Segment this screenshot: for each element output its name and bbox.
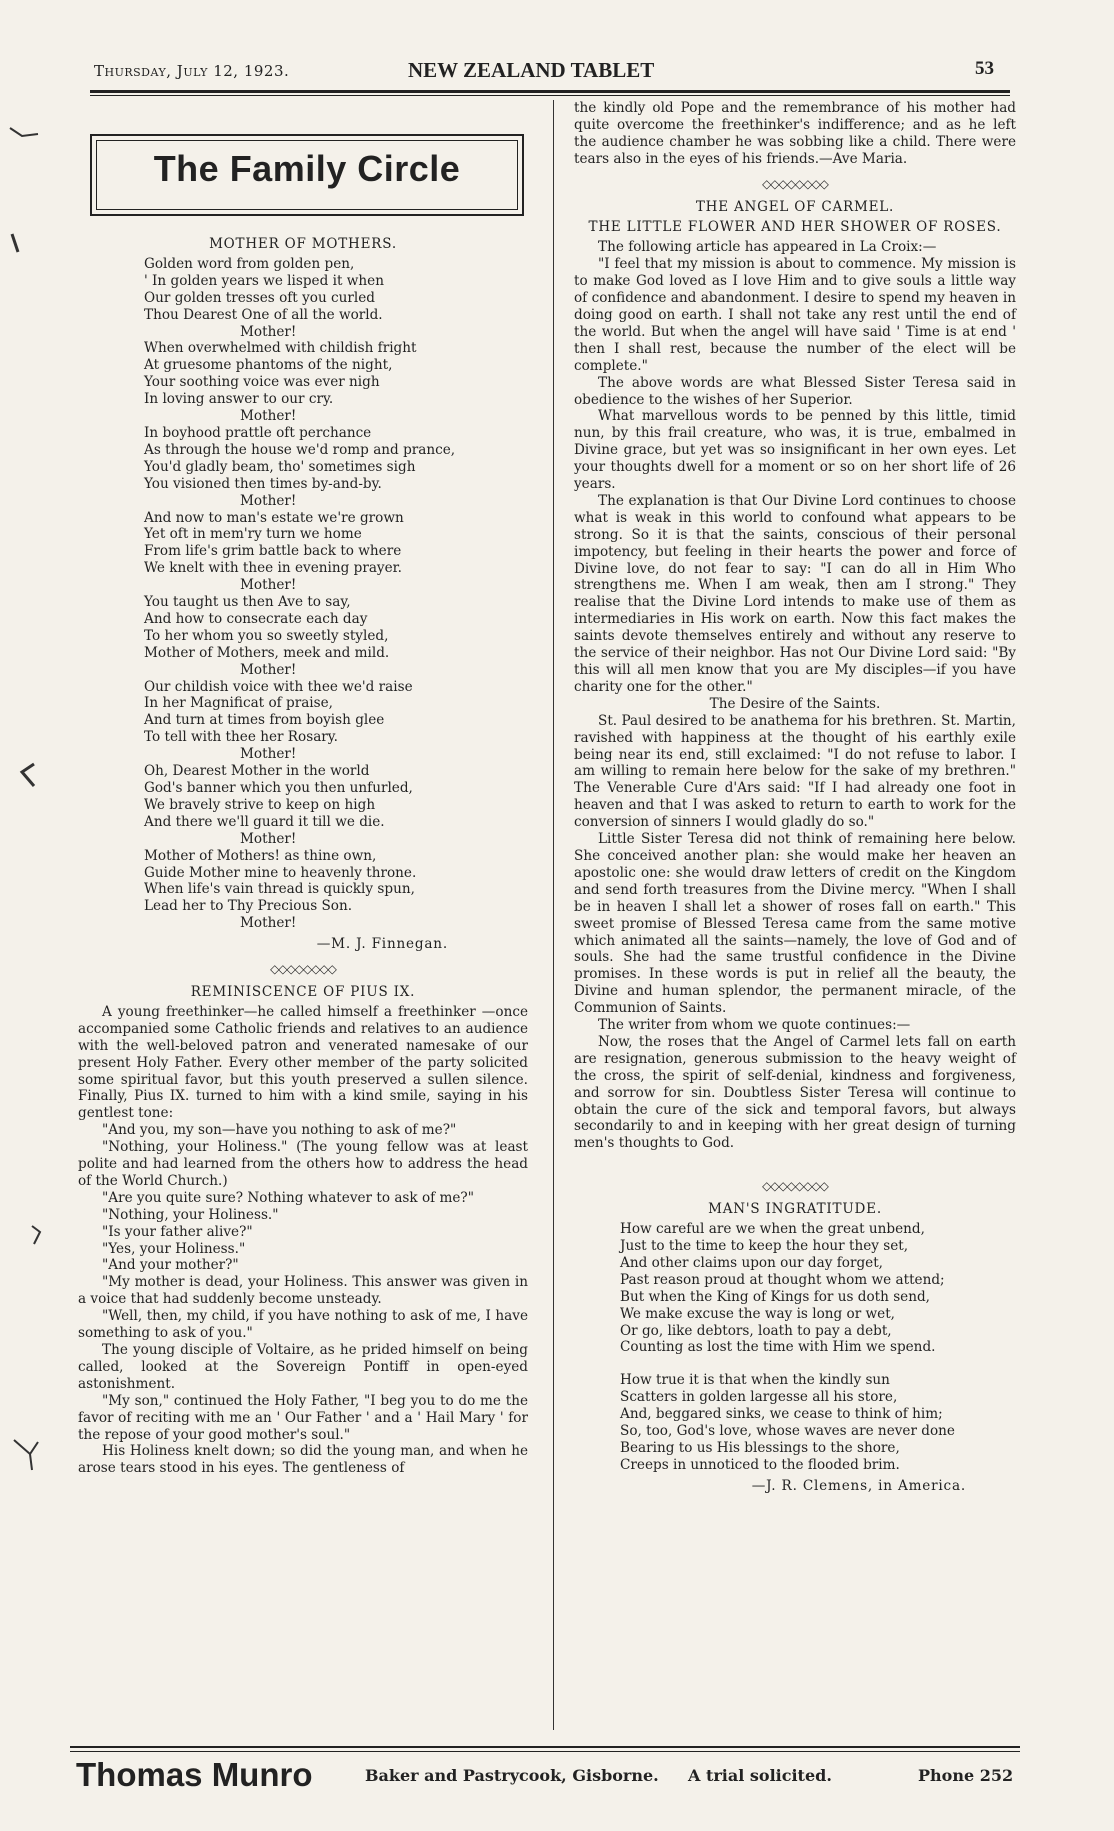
paragraph: "Are you quite sure? Nothing whatever to ask of me?" [102, 1189, 474, 1206]
article-carmel [574, 239, 1016, 1152]
article-title: THE ANGEL OF CARMEL. [695, 198, 895, 215]
article-reminiscence-continued [574, 100, 1016, 168]
poem-line: How careful are we when the great unbend, [620, 1221, 925, 1238]
poem-line: But when the King of Kings for us doth send, [620, 1288, 931, 1305]
poem-refrain: Mother! [240, 830, 297, 847]
paragraph: "Nothing, your Holiness." (The young fellow was at least polite and had learned from the others how to address the head of the World Church.) [78, 1139, 528, 1189]
advertisement [76, 1756, 1020, 1800]
poem-line: And other claims upon our day forget, [620, 1254, 883, 1271]
poem-line: Guide Mother mine to heavenly throne. [144, 864, 417, 881]
paragraph: "Yes, your Holiness." [102, 1240, 246, 1257]
poem-line: Counting as lost the time with Him we spend. [620, 1339, 936, 1356]
poem-line: And, beggared sinks, we cease to think of him; [620, 1406, 943, 1423]
poem-line: We make excuse the way is long or wet, [620, 1305, 895, 1322]
paragraph: "Nothing, your Holiness." [102, 1206, 279, 1223]
ornament-divider: ◇◇◇◇◇◇◇◇ [762, 176, 828, 191]
poem-line: To her whom you so sweetly styled, [144, 627, 389, 644]
poem-mother-of-mothers [144, 256, 528, 932]
poem-refrain: Mother! [240, 323, 297, 340]
paragraph: The above words are what Blessed Sister Teresa said in obedience to the wishes of her Superior. [574, 374, 1016, 408]
poem-refrain: Mother! [240, 661, 297, 678]
margin-marks [0, 0, 70, 1831]
paragraph: "I feel that my mission is about to commence. My mission is to make God loved as I love Him and to give souls a little way of confidence and abandonment. I desire to spend my heaven in doing good on earth. I shall not take any rest until the end of the world. But when the angel will have said ' Time is at end ' then I shall rest, because the number of the elect will be complete." [574, 256, 1016, 374]
paragraph: "And you, my son—have you nothing to ask of me?" [102, 1122, 457, 1139]
article-subtitle: THE LITTLE FLOWER AND HER SHOWER OF ROSES. [588, 219, 1002, 236]
poem-title: MOTHER OF MOTHERS. [209, 236, 397, 252]
paragraph: "And your mother?" [102, 1257, 239, 1274]
poem-line: God's banner which you then unfurled, [144, 780, 413, 796]
poem-line: Lead her to Thy Precious Son. [144, 898, 353, 915]
paragraph: The following article has appeared in La Croix:— [598, 239, 937, 256]
poem-line: In boyhood prattle oft perchance [144, 424, 372, 441]
left-column [78, 232, 528, 1477]
poem-line: How true it is that when the kindly sun [620, 1372, 890, 1389]
poem-line: At gruesome phantoms of the night, [144, 357, 393, 374]
poem-refrain: Mother! [240, 492, 297, 509]
section-title: The Family Circle [153, 148, 461, 189]
poem-line: Creeps in unnoticed to the flooded brim. [620, 1456, 900, 1473]
paragraph: Now, the roses that the Angel of Carmel lets fall on earth are resignation, generous submission to the heavy weight of the cross, the spirit of self-denial, kindness and forgiveness, and sorrow for sin. Doubtless Sister Teresa will continue to obtain the cure of the sick and temporal favors, but always secondarily to and in keeping with her great design of turning men's thoughts to God. [574, 1033, 1016, 1152]
poem-signature: —J. R. Clemens, in America. [751, 1477, 966, 1494]
header-rule [90, 90, 1010, 93]
paragraph: His Holiness knelt down; so did the young man, and when he arose tears stood in his eyes. The gentleness of [78, 1443, 528, 1477]
poem-line: Golden word from golden pen, [144, 255, 355, 272]
right-column [574, 100, 1016, 1495]
poem-line: Scatters in golden largesse all his store, [620, 1389, 898, 1406]
poem-line: You taught us then Ave to say, [144, 594, 351, 611]
paragraph: Little Sister Teresa did not think of remaining here below. She conceived another plan: she would make her heaven an apostolic one: she would draw letters of credit on the Kingdom and send forth treasures from the Divine mercy. "When I shall be in heaven I shall let a shower of roses fall on earth." This sweet promise of Blessed Teresa came from the same motive which animated all the saints—namely, the love of God and of souls. She had the same trustful confidence in the Divine promises. In these words is put in relief all the beauty, the Divine and human splendor, the permanent miracle, of the Communion of Saints. [574, 831, 1016, 1017]
paragraph: What marvellous words to be penned by this little, timid nun, by this frail creature, who was, it is true, embalmed in Divine grace, but yet was so insignificant in her own eyes. Let your thoughts dwell for a moment or so on her short life of 26 years. [574, 408, 1016, 493]
poem-line: Our childish voice with thee we'd raise [144, 678, 413, 695]
paragraph: the kindly old Pope and the remembrance of his mother had quite overcome the freethinker's indifference; and as he left the audience chamber he was sobbing like a child. There were tears also in the eyes of his friends.—Ave Maria. [574, 100, 1016, 167]
paragraph: "My mother is dead, your Holiness. This answer was given in a voice that had suddenly become unsteady. [78, 1274, 528, 1308]
article-title: REMINISCENCE OF PIUS IX. [190, 983, 416, 1000]
poem-refrain: Mother! [240, 746, 297, 763]
poem-refrain: Mother! [240, 408, 297, 425]
article-reminiscence [78, 1004, 528, 1477]
advert-rule [70, 1746, 1020, 1748]
advert-phone: Phone 252 [918, 1766, 1014, 1785]
poem-line: You'd gladly beam, tho' sometimes sigh [144, 458, 416, 475]
paragraph: The young disciple of Voltaire, as he prided himself on being called, looked at the Sovereign Pontiff in open-eyed astonishment. [78, 1342, 528, 1392]
advert-trial: A trial solicited. [688, 1766, 832, 1785]
column-divider [553, 100, 554, 1730]
advert-rule-thin [70, 1751, 1020, 1752]
header-rule-thin [90, 95, 1010, 96]
ornament-divider: ◇◇◇◇◇◇◇◇ [762, 1179, 828, 1194]
section-heading-box [90, 134, 524, 216]
poem-line: And now to man's estate we're grown [144, 509, 404, 526]
poem-line: In loving answer to our cry. [144, 391, 334, 408]
poem-line: We knelt with thee in evening prayer. [144, 560, 402, 577]
paragraph: The writer from whom we quote continues:— [598, 1017, 911, 1034]
ornament-divider: ◇◇◇◇◇◇◇◇ [270, 962, 336, 977]
poem-line: And turn at times from boyish glee [144, 712, 385, 729]
poem-line: ' In golden years we lisped it when [144, 272, 384, 289]
poem-line: Mother of Mothers, meek and mild. [144, 644, 390, 661]
poem-line: Our golden tresses oft you curled [144, 289, 375, 306]
poem-line: So, too, God's love, whose waves are never done [620, 1423, 955, 1440]
poem-line: From life's grim battle back to where [144, 543, 402, 560]
poem-line: When overwhelmed with childish fright [144, 340, 417, 357]
poem-refrain: Mother! [240, 915, 297, 932]
paragraph: St. Paul desired to be anathema for his brethren. St. Martin, ravished with happiness at the thought of his earthly exile being near its end, still exclaimed: "I do not refuse to labor. I am willing to remain here below for the sake of my brethren." The Venerable Cure d'Ars said: "If I had already one foot in heaven and that I was asked to return to earth to work for the conversion of sinners I would gladly do so." [574, 712, 1016, 831]
poem-line: We bravely strive to keep on high [144, 796, 376, 813]
poem-line: And how to consecrate each day [144, 610, 368, 627]
poem-line: When life's vain thread is quickly spun, [144, 881, 415, 898]
poem-line: Past reason proud at thought whom we attend; [620, 1271, 945, 1288]
publication-title: NEW ZEALAND TABLET [408, 58, 655, 82]
issue-date: Thursday, July 12, 1923. [94, 62, 290, 80]
poem-line: Your soothing voice was ever nigh [144, 374, 380, 391]
poem-line: Mother of Mothers! as thine own, [144, 847, 377, 864]
poem-stanza [620, 1221, 1016, 1356]
poem-line: Oh, Dearest Mother in the world [144, 763, 370, 780]
poem-line: As through the house we'd romp and prance, [144, 441, 456, 458]
poem-line: Yet oft in mem'ry turn we home [144, 526, 362, 543]
paragraph: The Desire of the Saints. [709, 695, 881, 712]
paragraph: "Is your father alive?" [102, 1223, 253, 1240]
advert-name: Thomas Munro [76, 1756, 313, 1793]
poem-line: Thou Dearest One of all the world. [144, 306, 383, 323]
poem-line: You visioned then times by-and-by. [144, 475, 382, 492]
poem-refrain: Mother! [240, 577, 297, 594]
poem-signature: —M. J. Finnegan. [316, 936, 448, 953]
poem-line: Just to the time to keep the hour they set, [620, 1238, 909, 1254]
paragraph: The explanation is that Our Divine Lord continues to choose what is weak in this world to confound what appears to be strong. So it is that the saints, conscious of their personal impotency, but feeling in their hearts the power and force of Divine love, do not fear to say: "I can do all in Him Who strengthens me. When I am weak, then am I strong." They realise that the Divine Lord intends to make use of them as intermediaries in His work on earth. Now this fact makes the saints devote themselves entirely and without any reserve to the service of their neighbor. Has not Our Divine Lord said: "By this will all men know that you are My disciples—if you have charity one for the other." [574, 492, 1016, 695]
poem-line: Bearing to us His blessings to the shore, [620, 1439, 900, 1456]
paragraph: "My son," continued the Holy Father, "I beg you to do me the favor of reciting with me an ' Our Father ' and a ' Hail Mary ' for the repose of your good mother's soul." [78, 1392, 528, 1443]
poem-stanza [620, 1372, 1016, 1473]
paragraph: "Well, then, my child, if you have nothing to ask of me, I have something to ask of you." [78, 1308, 528, 1342]
poem-line: Or go, like debtors, loath to pay a debt, [620, 1322, 892, 1339]
paragraph: A young freethinker—he called himself a freethinker —once accompanied some Catholic friends and relatives to an audience with the well-beloved patron and venerated namesake of our present Holy Father. Every other member of the party solicited some spiritual favor, but this youth preserved a sullen silence. Finally, Pius IX. turned to him with a kind smile, saying in his gentlest tone: [78, 1003, 528, 1122]
poem-title: MAN'S INGRATITUDE. [708, 1201, 882, 1218]
page-header [90, 58, 1000, 88]
poem-line: To tell with thee her Rosary. [144, 729, 339, 746]
advert-description: Baker and Pastrycook, Gisborne. [365, 1766, 659, 1785]
poem-line: In her Magnificat of praise, [144, 695, 333, 712]
page-number: 53 [975, 58, 994, 79]
poem-line: And there we'll guard it till we die. [144, 813, 385, 830]
